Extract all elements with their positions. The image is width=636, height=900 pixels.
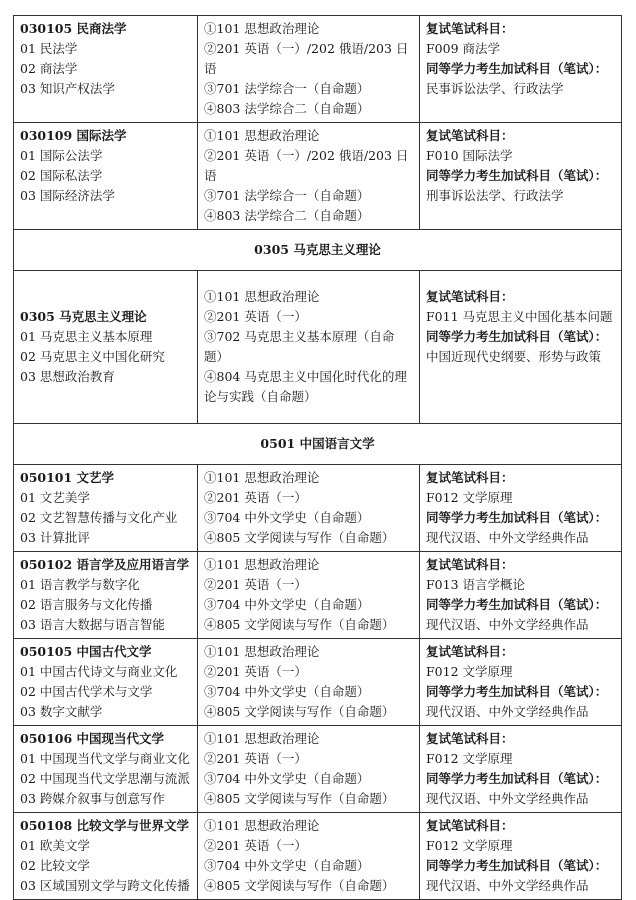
exam-item: ②201 英语（一） xyxy=(204,664,307,679)
major-code-name: 050102 语言学及应用语言学 xyxy=(20,557,190,572)
major-code-name: 0305 马克思主义理论 xyxy=(20,309,147,324)
exam-item: ②201 英语（一） xyxy=(204,838,307,853)
exam-cell xyxy=(198,639,420,726)
retest-subject: F011 马克思主义中国化基本问题 xyxy=(426,309,613,324)
direction-item: 02 语言服务与文化传播 xyxy=(20,597,153,612)
exam-item: ②201 英语（一） xyxy=(204,309,307,324)
direction-item: 02 比较文学 xyxy=(20,858,90,873)
extra-subjects: 现代汉语、中外文学经典作品 xyxy=(426,878,589,893)
exam-cell xyxy=(198,465,420,552)
extra-subjects: 民事诉讼法学、行政法学 xyxy=(426,81,564,96)
exam-item: ④803 法学综合二（自命题） xyxy=(204,101,370,116)
major-code-name: 050108 比较文学与世界文学 xyxy=(20,818,190,833)
exam-item: ④805 文学阅读与写作（自命题） xyxy=(204,617,395,632)
extra-title: 同等学力考生加试科目（笔试）： xyxy=(426,510,608,525)
direction-item: 02 中国古代学术与文学 xyxy=(20,684,153,699)
direction-item: 01 文艺美学 xyxy=(20,490,90,505)
extra-title: 同等学力考生加试科目（笔试）： xyxy=(426,168,608,183)
retest-subject: F012 文学原理 xyxy=(426,838,513,853)
retest-cell xyxy=(420,465,622,552)
major-cell xyxy=(14,813,198,900)
exam-cell xyxy=(198,813,420,900)
retest-subject: F010 国际法学 xyxy=(426,148,513,163)
retest-subject: F012 文学原理 xyxy=(426,664,513,679)
direction-item: 02 中国现当代文学思潮与流派 xyxy=(20,771,190,786)
exam-item: ③704 中外文学史（自命题） xyxy=(204,858,370,873)
extra-title: 同等学力考生加试科目（笔试）： xyxy=(426,771,608,786)
extra-subjects: 刑事诉讼法学、行政法学 xyxy=(426,188,564,203)
exam-item: ①101 思想政治理论 xyxy=(204,21,320,36)
exam-item: ③702 马克思主义基本原理（自命题） xyxy=(204,329,395,364)
section-heading: 0501 中国语言文学 xyxy=(14,424,622,465)
extra-subjects: 现代汉语、中外文学经典作品 xyxy=(426,704,589,719)
direction-item: 01 国际公法学 xyxy=(20,148,103,163)
exam-item: ①101 思想政治理论 xyxy=(204,557,320,572)
extra-title: 同等学力考生加试科目（笔试）： xyxy=(426,684,608,699)
retest-cell xyxy=(420,639,622,726)
exam-item: ③701 法学综合一（自命题） xyxy=(204,188,370,203)
retest-cell xyxy=(420,123,622,230)
exam-item: ①101 思想政治理论 xyxy=(204,644,320,659)
exam-item: ③704 中外文学史（自命题） xyxy=(204,510,370,525)
table-row xyxy=(14,123,622,230)
exam-item: ①101 思想政治理论 xyxy=(204,818,320,833)
section-heading: 0305 马克思主义理论 xyxy=(14,230,622,271)
direction-item: 03 计算批评 xyxy=(20,530,90,545)
exam-item: ③704 中外文学史（自命题） xyxy=(204,771,370,786)
direction-item: 02 商法学 xyxy=(20,61,78,76)
exam-item: ③704 中外文学史（自命题） xyxy=(204,684,370,699)
table-row xyxy=(14,726,622,813)
retest-cell xyxy=(420,16,622,123)
major-code-name: 030105 民商法学 xyxy=(20,21,127,36)
exam-item: ③701 法学综合一（自命题） xyxy=(204,81,370,96)
major-cell xyxy=(14,552,198,639)
table-row xyxy=(14,552,622,639)
retest-title: 复试笔试科目： xyxy=(426,289,514,304)
table-row xyxy=(14,271,622,424)
table-row xyxy=(14,16,622,123)
retest-title: 复试笔试科目： xyxy=(426,557,514,572)
direction-item: 02 马克思主义中国化研究 xyxy=(20,349,165,364)
exam-item: ④805 文学阅读与写作（自命题） xyxy=(204,704,395,719)
section-row xyxy=(14,424,622,465)
direction-item: 01 民法学 xyxy=(20,41,78,56)
table-row xyxy=(14,813,622,900)
major-code-name: 050105 中国古代文学 xyxy=(20,644,152,659)
retest-title: 复试笔试科目： xyxy=(426,21,514,36)
direction-item: 03 跨媒介叙事与创意写作 xyxy=(20,791,165,806)
major-cell xyxy=(14,271,198,424)
table-row xyxy=(14,639,622,726)
exam-item: ②201 英语（一）/202 俄语/203 日语 xyxy=(204,148,409,183)
exam-item: ①101 思想政治理论 xyxy=(204,289,320,304)
exam-cell xyxy=(198,271,420,424)
retest-cell xyxy=(420,552,622,639)
direction-item: 03 语言大数据与语言智能 xyxy=(20,617,165,632)
exam-item: ①101 思想政治理论 xyxy=(204,128,320,143)
exam-item: ①101 思想政治理论 xyxy=(204,470,320,485)
exam-item: ④805 文学阅读与写作（自命题） xyxy=(204,530,395,545)
exam-item: ④805 文学阅读与写作（自命题） xyxy=(204,878,395,893)
direction-item: 03 知识产权法学 xyxy=(20,81,115,96)
exam-cell xyxy=(198,123,420,230)
major-cell xyxy=(14,639,198,726)
major-code-name: 050101 文艺学 xyxy=(20,470,115,485)
extra-subjects: 现代汉语、中外文学经典作品 xyxy=(426,791,589,806)
exam-item: ④805 文学阅读与写作（自命题） xyxy=(204,791,395,806)
extra-title: 同等学力考生加试科目（笔试）： xyxy=(426,597,608,612)
admissions-catalog-table xyxy=(13,15,622,900)
retest-subject: F012 文学原理 xyxy=(426,490,513,505)
exam-cell xyxy=(198,552,420,639)
extra-subjects: 中国近现代史纲要、形势与政策 xyxy=(426,349,602,364)
retest-cell xyxy=(420,813,622,900)
direction-item: 01 中国古代诗文与商业文化 xyxy=(20,664,178,679)
exam-cell xyxy=(198,726,420,813)
table-row xyxy=(14,465,622,552)
direction-item: 01 马克思主义基本原理 xyxy=(20,329,153,344)
exam-item: ②201 英语（一） xyxy=(204,577,307,592)
major-code-name: 050106 中国现当代文学 xyxy=(20,731,165,746)
direction-item: 03 思想政治教育 xyxy=(20,369,115,384)
exam-item: ①101 思想政治理论 xyxy=(204,731,320,746)
retest-title: 复试笔试科目： xyxy=(426,644,514,659)
direction-item: 01 语言教学与数字化 xyxy=(20,577,140,592)
retest-subject: F009 商法学 xyxy=(426,41,501,56)
exam-item: ②201 英语（一）/202 俄语/203 日语 xyxy=(204,41,409,76)
direction-item: 03 区域国别文学与跨文化传播 xyxy=(20,878,190,893)
extra-subjects: 现代汉语、中外文学经典作品 xyxy=(426,617,589,632)
retest-cell xyxy=(420,271,622,424)
retest-title: 复试笔试科目： xyxy=(426,731,514,746)
direction-item: 01 欧美文学 xyxy=(20,838,90,853)
exam-item: ②201 英语（一） xyxy=(204,490,307,505)
major-cell xyxy=(14,465,198,552)
retest-title: 复试笔试科目： xyxy=(426,470,514,485)
retest-subject: F013 语言学概论 xyxy=(426,577,526,592)
exam-item: ④804 马克思主义中国化时代化的理论与实践（自命题） xyxy=(204,369,407,404)
extra-subjects: 现代汉语、中外文学经典作品 xyxy=(426,530,589,545)
retest-title: 复试笔试科目： xyxy=(426,128,514,143)
exam-item: ②201 英语（一） xyxy=(204,751,307,766)
direction-item: 01 中国现当代文学与商业文化 xyxy=(20,751,190,766)
direction-item: 03 数字文献学 xyxy=(20,704,103,719)
exam-item: ③704 中外文学史（自命题） xyxy=(204,597,370,612)
major-code-name: 030109 国际法学 xyxy=(20,128,127,143)
direction-item: 02 文艺智慧传播与文化产业 xyxy=(20,510,178,525)
retest-title: 复试笔试科目： xyxy=(426,818,514,833)
major-cell xyxy=(14,16,198,123)
direction-item: 02 国际私法学 xyxy=(20,168,103,183)
exam-cell xyxy=(198,16,420,123)
section-row xyxy=(14,230,622,271)
retest-cell xyxy=(420,726,622,813)
major-cell xyxy=(14,123,198,230)
exam-item: ④803 法学综合二（自命题） xyxy=(204,208,370,223)
extra-title: 同等学力考生加试科目（笔试）： xyxy=(426,61,608,76)
retest-subject: F012 文学原理 xyxy=(426,751,513,766)
extra-title: 同等学力考生加试科目（笔试）： xyxy=(426,858,608,873)
direction-item: 03 国际经济法学 xyxy=(20,188,115,203)
extra-title: 同等学力考生加试科目（笔试）： xyxy=(426,329,608,344)
major-cell xyxy=(14,726,198,813)
